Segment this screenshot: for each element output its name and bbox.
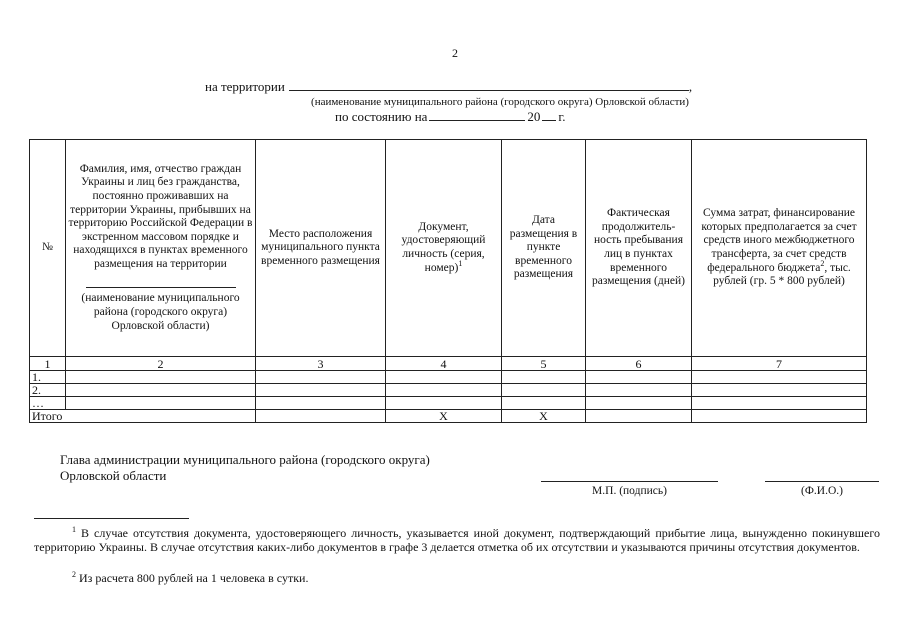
header-sum-tail: , тыс. рублей (гр. 5 * 800 рублей) bbox=[713, 261, 851, 288]
table-cell bbox=[586, 384, 692, 397]
as-of-line bbox=[335, 109, 566, 125]
table-cell bbox=[256, 410, 386, 423]
header-document-text: Документ, удостоверяющий личность (серия, номер) bbox=[401, 220, 486, 274]
table-cell bbox=[66, 397, 256, 410]
header-location: Место расположения муниципального пункта временного размещения bbox=[256, 140, 386, 357]
table-cell bbox=[692, 397, 867, 410]
date-blank bbox=[429, 109, 525, 121]
header-full-name-main: Фамилия, имя, отчество граждан Украины и лиц без гражданства, постоянно проживавших на территории Украины, прибывших на территорию Российской Федерации в экстренном массовом порядке и находящихся в пунктах временного размещения на территории bbox=[68, 162, 253, 270]
table-cell bbox=[692, 384, 867, 397]
column-number: 3 bbox=[256, 357, 386, 371]
signature-line bbox=[541, 481, 718, 482]
header-full-name bbox=[66, 140, 256, 357]
signatory-title-line1: Глава администрации муниципального района (городского округа) bbox=[60, 452, 430, 467]
table-cell bbox=[502, 384, 586, 397]
table-row bbox=[30, 384, 867, 397]
territory-label: на территории bbox=[205, 79, 285, 94]
table-row bbox=[30, 397, 867, 410]
table-cell bbox=[386, 384, 502, 397]
total-row bbox=[30, 410, 867, 423]
table-cell bbox=[386, 397, 502, 410]
total-document-mark: X bbox=[386, 410, 502, 423]
table-cell bbox=[256, 397, 386, 410]
footnote-2 bbox=[72, 571, 308, 585]
column-number: 2 bbox=[66, 357, 256, 371]
table-cell bbox=[256, 371, 386, 384]
territory-note: (наименование муниципального района (городского округа) Орловской области) bbox=[311, 96, 689, 108]
table-row bbox=[30, 371, 867, 384]
total-label: Итого bbox=[30, 410, 256, 423]
row-number: 1. bbox=[30, 371, 66, 384]
column-number: 5 bbox=[502, 357, 586, 371]
table-cell bbox=[692, 410, 867, 423]
territory-line bbox=[205, 79, 692, 95]
table-cell bbox=[386, 371, 502, 384]
column-number: 1 bbox=[30, 357, 66, 371]
row-number: 2. bbox=[30, 384, 66, 397]
header-document bbox=[386, 140, 502, 357]
table-cell bbox=[586, 397, 692, 410]
row-number: … bbox=[30, 397, 66, 410]
column-number: 4 bbox=[386, 357, 502, 371]
header-sum-sup: 2 bbox=[820, 258, 825, 268]
footnote-2-text: Из расчета 800 рублей на 1 человека в сутки. bbox=[79, 571, 309, 585]
total-date-mark: X bbox=[502, 410, 586, 423]
header-number: № bbox=[30, 140, 66, 357]
table-cell bbox=[586, 410, 692, 423]
table-cell bbox=[692, 371, 867, 384]
signatory-title-line2: Орловской области bbox=[60, 468, 167, 483]
header-duration: Фактическая продолжитель-ность пребывания лиц в пунктах временного размещения (дней) bbox=[586, 140, 692, 357]
signature-caption: М.П. (подпись) bbox=[592, 485, 667, 497]
year-prefix: 20 bbox=[527, 109, 541, 124]
territory-blank bbox=[289, 79, 689, 91]
header-row bbox=[30, 140, 867, 357]
as-of-label: по состоянию на bbox=[335, 109, 428, 124]
report-table bbox=[29, 139, 867, 423]
table-cell bbox=[66, 384, 256, 397]
column-number: 6 bbox=[586, 357, 692, 371]
header-full-name-rule bbox=[86, 287, 236, 288]
territory-comma: , bbox=[688, 79, 693, 94]
year-blank bbox=[542, 109, 556, 121]
table-cell bbox=[66, 371, 256, 384]
table-cell bbox=[586, 371, 692, 384]
signatory-title bbox=[60, 452, 430, 484]
header-sum bbox=[692, 140, 867, 357]
footnote-1 bbox=[34, 526, 880, 554]
footnote-1-mark: 1 bbox=[72, 525, 76, 534]
header-sum-main: Сумма затрат, финансирование которых предполагается за счет средств иного межбюджетного трансферта, за счет средств федерального бюджета bbox=[701, 207, 857, 274]
table-cell bbox=[502, 371, 586, 384]
footnote-rule bbox=[34, 518, 189, 519]
header-date: Дата размещения в пункте временного размещения bbox=[502, 140, 586, 357]
table-cell bbox=[502, 397, 586, 410]
header-full-name-sub: (наименование муниципального района (городского округа) Орловской области) bbox=[81, 292, 240, 332]
name-caption: (Ф.И.О.) bbox=[801, 485, 843, 497]
table-cell bbox=[256, 384, 386, 397]
footnote-2-mark: 2 bbox=[72, 570, 76, 579]
page-number: 2 bbox=[452, 46, 458, 60]
footnote-1-text: В случае отсутствия документа, удостоверяющего личность, указывается иной документ, подтверждающий прибытие лица, вынужденно покинувшего территорию Украины. В случае отсутствия каких-либо документов в графе 3 делается отметка об их отсутствии и указываются причины отсутствия документов. bbox=[34, 526, 880, 554]
column-number-row bbox=[30, 357, 867, 371]
year-suffix: г. bbox=[558, 109, 566, 124]
column-number: 7 bbox=[692, 357, 867, 371]
header-document-sup: 1 bbox=[458, 258, 463, 268]
name-line bbox=[765, 481, 879, 482]
